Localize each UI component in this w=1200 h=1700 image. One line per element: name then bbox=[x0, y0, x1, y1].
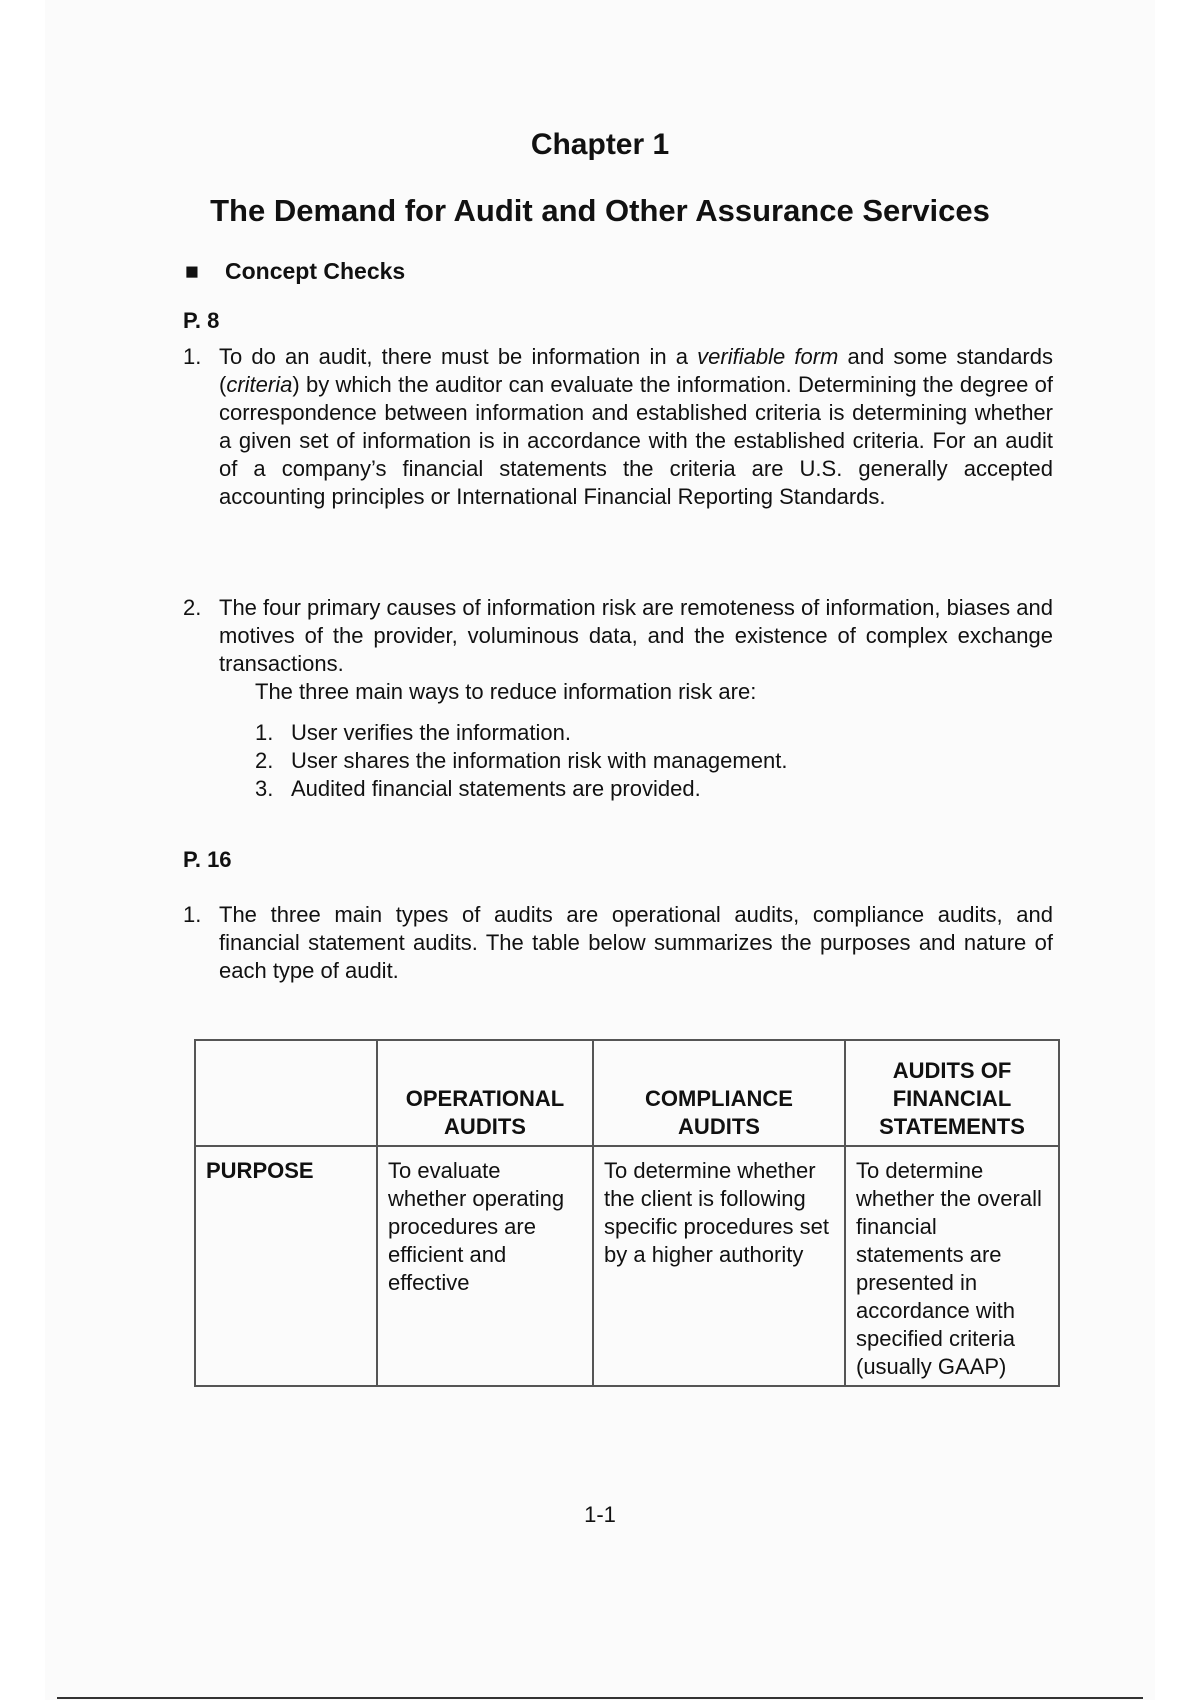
emphasis-criteria: criteria bbox=[226, 372, 293, 397]
emphasis-verifiable-form: verifiable form bbox=[697, 344, 839, 369]
table-row bbox=[195, 1146, 1059, 1386]
table-cell: To determine whether the overall financial statements are presented in accordance with specified criteria (usually GAAP) bbox=[845, 1146, 1059, 1386]
row-label-purpose: PURPOSE bbox=[195, 1146, 377, 1386]
list-number: 1. bbox=[183, 902, 202, 927]
section-heading bbox=[185, 258, 405, 285]
p8-item-2-text: The four primary causes of information risk are remoteness of information, biases and motives of the provider, voluminous data, and the existence of complex exchange transactions. bbox=[219, 595, 1053, 676]
list-item: 2. User shares the information risk with management. bbox=[255, 748, 788, 773]
section-label: Concept Checks bbox=[225, 258, 406, 284]
list-number: 2. bbox=[183, 595, 202, 620]
table-cell: To determine whether the client is following specific procedures set by a higher authority bbox=[593, 1146, 845, 1386]
table-header-row bbox=[195, 1040, 1059, 1146]
page-number: 1-1 bbox=[584, 1502, 616, 1527]
p8-item-2 bbox=[183, 594, 1053, 678]
p8-item-1 bbox=[183, 343, 1053, 511]
square-bullet-icon: ■ bbox=[185, 258, 199, 284]
footer-rule bbox=[57, 1697, 1143, 1699]
table-header-compliance: COMPLIANCE AUDITS bbox=[593, 1040, 845, 1146]
risk-reduction-intro: The three main ways to reduce information risk are: bbox=[255, 679, 757, 704]
page-reference-p16: P. 16 bbox=[183, 847, 232, 872]
list-number: 1. bbox=[183, 344, 202, 369]
p16-item-1-text: The three main types of audits are operational audits, compliance audits, and financial statement audits. The table below summarizes the purposes and nature of each type of audit. bbox=[219, 902, 1053, 983]
list-item: 1. User verifies the information. bbox=[255, 720, 571, 745]
table-header-operational: OPERATIONAL AUDITS bbox=[377, 1040, 593, 1146]
page-reference-p8: P. 8 bbox=[183, 308, 220, 333]
table-header-financial-statements: AUDITS OF FINANCIAL STATEMENTS bbox=[845, 1040, 1059, 1146]
chapter-heading: Chapter 1 bbox=[530, 128, 670, 161]
table-cell: To evaluate whether operating procedures are efficient and effective bbox=[377, 1146, 593, 1386]
p8-item-1-text: To do an audit, there must be information in a verifiable form and some standards (criteria) by which the auditor can evaluate the information. Determining the degree of correspondence between information and established criteria is determining whether a given set of information is in accordance with the established criteria. For an audit of a company’s financial statements the criteria are U.S. generally accepted accounting principles or International Financial Reporting Standards. bbox=[219, 344, 1053, 509]
p16-item-1 bbox=[183, 901, 1053, 985]
list-item: 3. Audited financial statements are provided. bbox=[255, 776, 701, 801]
table-header-empty bbox=[195, 1040, 377, 1146]
chapter-title: The Demand for Audit and Other Assurance Services bbox=[210, 193, 990, 228]
audit-types-table bbox=[194, 1039, 1060, 1387]
risk-reduction-list bbox=[255, 719, 787, 803]
